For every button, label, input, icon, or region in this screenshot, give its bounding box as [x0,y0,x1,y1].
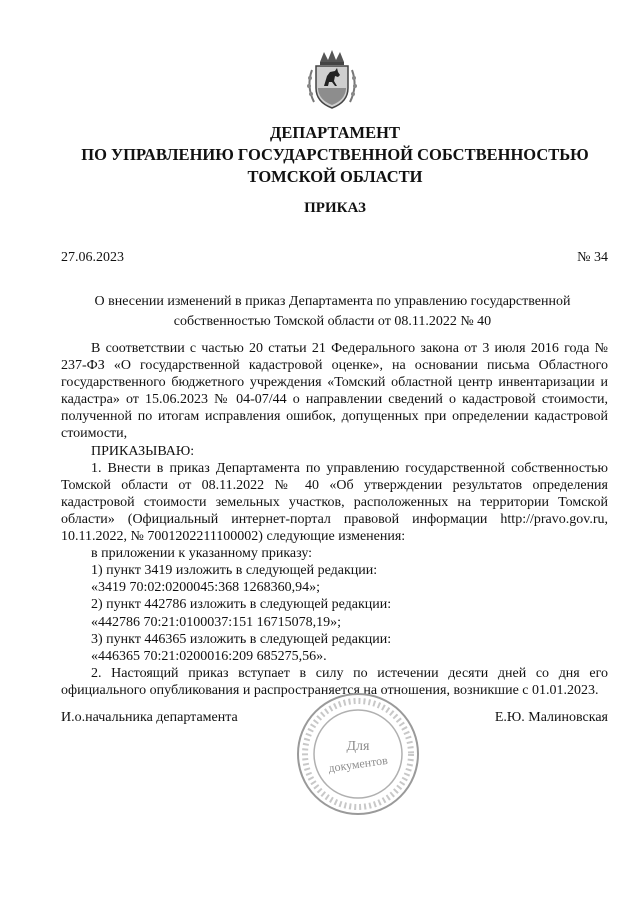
order-number: № 34 [577,250,608,265]
subject-line2: собственностью Томской области от 08.11.2022 № 40 [173,313,492,329]
subitem-3-title: 3) пункт 446365 изложить в следующей редакции: [91,631,392,647]
dept-title-line3: ТОМСКОЙ ОБЛАСТИ [247,167,423,186]
order-subject [60,292,605,331]
signer-name: Е.Ю. Малиновская [494,710,608,725]
order-body [61,340,608,699]
annex-intro: в приложении к указанному приказу: [91,546,313,562]
subitem-1-title: 1) пункт 3419 изложить в следующей редакции: [91,563,378,579]
subitem-3-value: «446365 70:21:0200016:209 685275,56». [91,648,327,664]
stamp-text-line1: Для [346,739,370,754]
subitem-2-title: 2) пункт 442786 изложить в следующей редакции: [91,597,392,613]
preamble-paragraph: В соответствии с частью 20 статьи 21 Федерального закона от 3 июля 2016 года № 237-ФЗ «О государственной кадастровой оценке», на основании письма Областного государственного бюджетного учреждения «Томский областной центр инвентаризации и кадастра» от 15.06.2023 № 04-07/44 о направлении сведений о кадастровой стоимости, полученной по итогам исправления ошибок, допущенных при определении кадастровой стоимости, [61,341,608,442]
stamp-text-line2: документов [327,752,389,776]
subitem-1-value: «3419 70:02:0200045:368 1268360,94»; [91,580,321,596]
dept-title-line1: ДЕПАРТАМЕНТ [270,123,400,142]
stamp-icon [294,690,422,818]
subject-line1: О внесении изменений в приказ Департамента по управлению государственной [94,294,571,309]
tomsk-coat-of-arms-icon [300,48,364,112]
order-word: ПРИКАЗЫВАЮ: [91,443,195,459]
signer-position: И.о.начальника департамента [61,710,238,725]
doc-type-heading: ПРИКАЗ [304,200,366,216]
dept-title-line2: ПО УПРАВЛЕНИЮ ГОСУДАРСТВЕННОЙ СОБСТВЕННОСТЬЮ [81,145,589,164]
item-1-paragraph: 1. Внести в приказ Департамента по управлению государственной собственностью Томской области от 08.11.2022 № 40 «Об утверждении результатов определения кадастровой стоимости земельных участков, расположенных на территории Томской области» (Официальный интернет-портал правовой информации http://pravo.gov.ru, 10.11.2022, № 7001202211100002) следующие изменения: [61,460,608,545]
subitem-2-value: «442786 70:21:0100037:151 16715078,19»; [91,614,342,630]
item-2-paragraph: 2. Настоящий приказ вступает в силу по истечении десяти дней со дня его официального опубликования и распространяется на отношения, возникшие с 01.01.2023. [61,665,608,698]
order-date: 27.06.2023 [61,250,124,265]
